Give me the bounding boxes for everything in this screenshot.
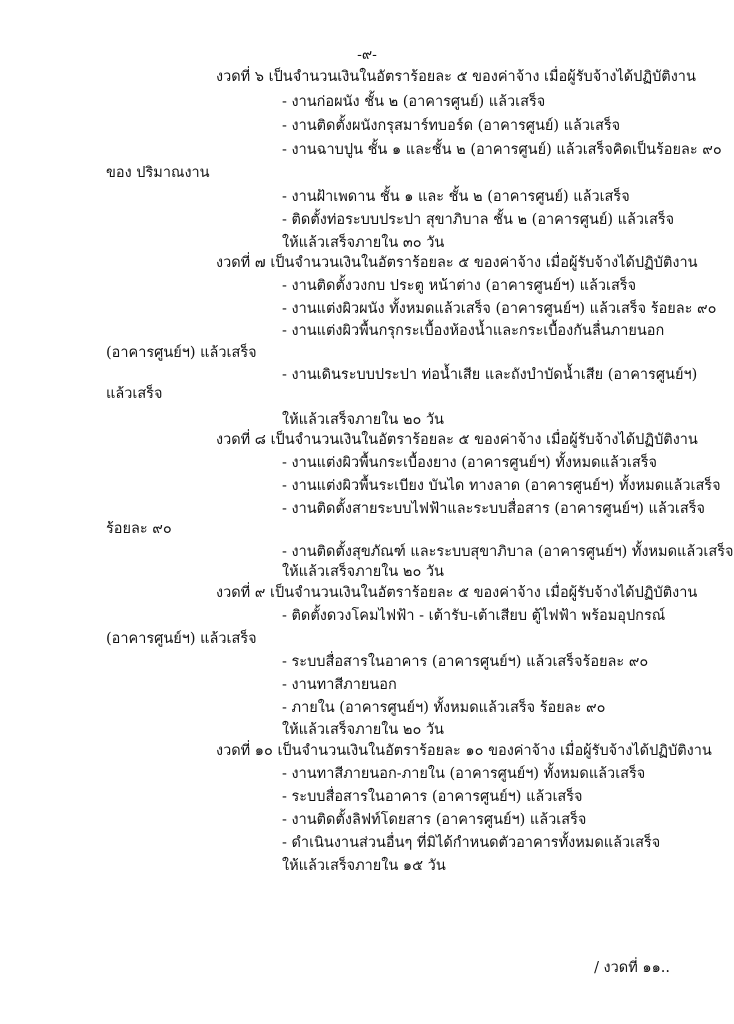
list-item: - งานเดินระบบประปา ท่อน้ำเสีย และถังบำบัดน้ำเสีย (อาคารศูนย์ฯ): [282, 367, 698, 383]
next-page-reference: / งวดที่ ๑๑..: [594, 960, 670, 976]
installment-9-heading: งวดที่ ๙ เป็นจำนวนเงินในอัตราร้อยละ ๕ ของค่าจ้าง เมื่อผู้รับจ้างได้ปฏิบัติงาน: [216, 585, 698, 601]
list-item: - ระบบสื่อสารในอาคาร (อาคารศูนย์ฯ) แล้วเสร็จ: [282, 789, 583, 805]
list-item: - งานติดตั้งลิฟท์โดยสาร (อาคารศูนย์ฯ) แล้วเสร็จ: [282, 812, 587, 828]
list-item: - ติดตั้งท่อระบบประปา สุขาภิบาล ชั้น ๒ (อาคารศูนย์) แล้วเสร็จ: [282, 212, 675, 228]
deadline-line: ให้แล้วเสร็จภายใน ๒๐ วัน: [282, 722, 444, 738]
list-item: - งานติดตั้งสายระบบไฟฟ้าและระบบสื่อสาร (อาคารศูนย์ฯ) แล้วเสร็จ: [282, 501, 705, 517]
installment-8-heading: งวดที่ ๘ เป็นจำนวนเงินในอัตราร้อยละ ๕ ของค่าจ้าง เมื่อผู้รับจ้างได้ปฏิบัติงาน: [216, 432, 698, 448]
list-item: - งานแต่งผิวพื้นกระเบื้องยาง (อาคารศูนย์ฯ) ทั้งหมดแล้วเสร็จ: [282, 455, 658, 471]
list-item: - งานแต่งผิวพื้นกรุกระเบื้องห้องน้ำและกระเบื้องกันลื่นภายนอก: [282, 323, 665, 339]
list-item: - งานทาสีภายนอก-ภายใน (อาคารศูนย์ฯ) ทั้งหมดแล้วเสร็จ: [282, 766, 646, 782]
list-item: - งานติดตั้งผนังกรุสมาร์ทบอร์ด (อาคารศูนย์) แล้วเสร็จ: [282, 118, 621, 134]
list-item: - งานทาสีภายนอก: [282, 677, 397, 693]
deadline-line: ให้แล้วเสร็จภายใน ๒๐ วัน: [282, 564, 444, 580]
deadline-line: ให้แล้วเสร็จภายใน ๑๕ วัน: [282, 858, 446, 874]
installment-7-heading: งวดที่ ๗ เป็นจำนวนเงินในอัตราร้อยละ ๕ ของค่าจ้าง เมื่อผู้รับจ้างได้ปฏิบัติงาน: [216, 255, 698, 271]
list-item: - งานติดตั้งวงกบ ประตู หน้าต่าง (อาคารศูนย์ฯ) แล้วเสร็จ: [282, 278, 637, 294]
continuation-line: (อาคารศูนย์ฯ) แล้วเสร็จ: [106, 631, 257, 647]
list-item: - งานแต่งผิวผนัง ทั้งหมดแล้วเสร็จ (อาคารศูนย์ฯ) แล้วเสร็จ ร้อยละ ๙๐: [282, 301, 717, 317]
list-item: - ระบบสื่อสารในอาคาร (อาคารศูนย์ฯ) แล้วเสร็จร้อยละ ๙๐: [282, 654, 649, 670]
continuation-line: (อาคารศูนย์ฯ) แล้วเสร็จ: [106, 345, 257, 361]
deadline-line: ให้แล้วเสร็จภายใน ๒๐ วัน: [282, 412, 444, 428]
continuation-line: ร้อยละ ๙๐: [106, 521, 172, 537]
installment-10-heading: งวดที่ ๑๐ เป็นจำนวนเงินในอัตราร้อยละ ๑๐ ของค่าจ้าง เมื่อผู้รับจ้างได้ปฏิบัติงาน: [216, 743, 712, 759]
installment-6-heading: งวดที่ ๖ เป็นจำนวนเงินในอัตราร้อยละ ๕ ของค่าจ้าง เมื่อผู้รับจ้างได้ปฏิบัติงาน: [216, 69, 696, 85]
list-item: - งานฉาบปูน ชั้น ๑ และชั้น ๒ (อาคารศูนย์) แล้วเสร็จคิดเป็นร้อยละ ๙๐: [282, 142, 722, 158]
list-item: - ดำเนินงานส่วนอื่นๆ ที่มิได้กำหนดตัวอาคารทั้งหมดแล้วเสร็จ: [282, 835, 661, 851]
continuation-line: แล้วเสร็จ: [106, 386, 163, 402]
page-number: -๙-: [357, 47, 377, 63]
list-item: - งานติดตั้งสุขภัณฑ์ และระบบสุขาภิบาล (อาคารศูนย์ฯ) ทั้งหมดแล้วเสร็จ: [282, 544, 734, 560]
list-item: - งานฝ้าเพดาน ชั้น ๑ และ ชั้น ๒ (อาคารศูนย์) แล้วเสร็จ: [282, 189, 630, 205]
list-item: - ติดตั้งดวงโคมไฟฟ้า - เต้ารับ-เต้าเสียบ ตู้ไฟฟ้า พร้อมอุปกรณ์: [282, 608, 666, 624]
deadline-line: ให้แล้วเสร็จภายใน ๓๐ วัน: [282, 235, 445, 251]
list-item: - งานก่อผนัง ชั้น ๒ (อาคารศูนย์) แล้วเสร็จ: [282, 94, 546, 110]
list-item: - ภายใน (อาคารศูนย์ฯ) ทั้งหมดแล้วเสร็จ ร้อยละ ๙๐: [282, 700, 606, 716]
continuation-line: ของ ปริมาณงาน: [106, 165, 210, 181]
list-item: - งานแต่งผิวพื้นระเบียง บันได ทางลาด (อาคารศูนย์ฯ) ทั้งหมดแล้วเสร็จ: [282, 478, 721, 494]
